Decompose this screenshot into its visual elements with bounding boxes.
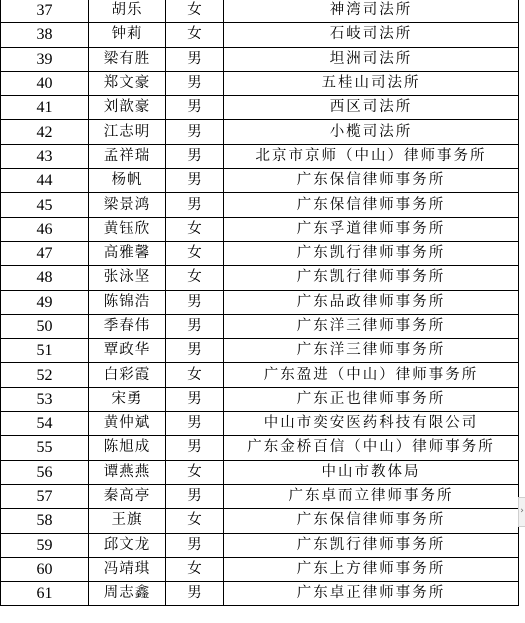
organization-cell: 广东保信律师事务所 <box>224 169 519 193</box>
row-number: 53 <box>1 387 89 411</box>
organization-cell: 小榄司法所 <box>224 120 519 144</box>
person-name: 郑文豪 <box>89 71 166 95</box>
gender-cell: 男 <box>166 533 224 557</box>
gender-cell: 女 <box>166 509 224 533</box>
organization-cell: 广东凯行律师事务所 <box>224 241 519 265</box>
gender-cell: 男 <box>166 47 224 71</box>
gender-cell: 男 <box>166 314 224 338</box>
person-name: 季春伟 <box>89 314 166 338</box>
gender-cell: 女 <box>166 0 224 23</box>
gender-cell: 男 <box>166 339 224 363</box>
organization-cell: 广东保信律师事务所 <box>224 509 519 533</box>
organization-cell: 北京市京师（中山）律师事务所 <box>224 144 519 168</box>
row-number: 40 <box>1 71 89 95</box>
gender-cell: 男 <box>166 412 224 436</box>
table-row <box>1 460 519 484</box>
table-row <box>1 120 519 144</box>
person-name: 杨帆 <box>89 169 166 193</box>
row-number: 54 <box>1 412 89 436</box>
person-name: 王旗 <box>89 509 166 533</box>
gender-cell: 男 <box>166 582 224 606</box>
organization-cell: 广东凯行律师事务所 <box>224 266 519 290</box>
row-number: 61 <box>1 582 89 606</box>
table-row <box>1 363 519 387</box>
row-number: 51 <box>1 339 89 363</box>
gender-cell: 男 <box>166 290 224 314</box>
organization-cell: 五桂山司法所 <box>224 71 519 95</box>
row-number: 41 <box>1 96 89 120</box>
row-number: 55 <box>1 436 89 460</box>
organization-cell: 中山市奕安医药科技有限公司 <box>224 412 519 436</box>
row-number: 47 <box>1 241 89 265</box>
organization-cell: 西区司法所 <box>224 96 519 120</box>
row-number: 57 <box>1 484 89 508</box>
person-name: 白彩霞 <box>89 363 166 387</box>
table-row <box>1 169 519 193</box>
person-name: 秦高亭 <box>89 484 166 508</box>
organization-cell: 广东凯行律师事务所 <box>224 533 519 557</box>
organization-cell: 神湾司法所 <box>224 0 519 23</box>
gender-cell: 女 <box>166 241 224 265</box>
table-row <box>1 484 519 508</box>
gender-cell: 男 <box>166 193 224 217</box>
gender-cell: 男 <box>166 71 224 95</box>
row-number: 38 <box>1 23 89 47</box>
organization-cell: 广东洋三律师事务所 <box>224 314 519 338</box>
gender-cell: 男 <box>166 436 224 460</box>
row-number: 42 <box>1 120 89 144</box>
person-name: 胡乐 <box>89 0 166 23</box>
table-row <box>1 557 519 581</box>
table-row <box>1 96 519 120</box>
row-number: 50 <box>1 314 89 338</box>
member-table-body <box>1 0 519 606</box>
table-row <box>1 217 519 241</box>
row-number: 45 <box>1 193 89 217</box>
table-row <box>1 412 519 436</box>
row-number: 56 <box>1 460 89 484</box>
row-number: 46 <box>1 217 89 241</box>
table-row <box>1 314 519 338</box>
table-row <box>1 533 519 557</box>
organization-cell: 广东正也律师事务所 <box>224 387 519 411</box>
table-row <box>1 436 519 460</box>
person-name: 江志明 <box>89 120 166 144</box>
person-name: 高雅馨 <box>89 241 166 265</box>
gender-cell: 女 <box>166 460 224 484</box>
organization-cell: 广东卓正律师事务所 <box>224 582 519 606</box>
organization-cell: 广东盈进（中山）律师事务所 <box>224 363 519 387</box>
row-number: 39 <box>1 47 89 71</box>
organization-cell: 广东品政律师事务所 <box>224 290 519 314</box>
person-name: 梁景鸿 <box>89 193 166 217</box>
table-row <box>1 387 519 411</box>
gender-cell: 女 <box>166 23 224 47</box>
table-row <box>1 266 519 290</box>
person-name: 陈旭成 <box>89 436 166 460</box>
table-row <box>1 582 519 606</box>
gender-cell: 男 <box>166 387 224 411</box>
person-name: 梁有胜 <box>89 47 166 71</box>
organization-cell: 广东洋三律师事务所 <box>224 339 519 363</box>
row-number: 44 <box>1 169 89 193</box>
gender-cell: 男 <box>166 169 224 193</box>
table-row <box>1 290 519 314</box>
table-row <box>1 71 519 95</box>
scroll-handle[interactable]: › <box>518 497 525 527</box>
gender-cell: 女 <box>166 266 224 290</box>
organization-cell: 广东上方律师事务所 <box>224 557 519 581</box>
row-number: 52 <box>1 363 89 387</box>
person-name: 陈锦浩 <box>89 290 166 314</box>
table-row <box>1 47 519 71</box>
person-name: 周志鑫 <box>89 582 166 606</box>
person-name: 谭燕燕 <box>89 460 166 484</box>
organization-cell: 坦洲司法所 <box>224 47 519 71</box>
organization-cell: 广东卓而立律师事务所 <box>224 484 519 508</box>
person-name: 黄钰欣 <box>89 217 166 241</box>
table-row <box>1 339 519 363</box>
table-row <box>1 0 519 23</box>
organization-cell: 广东孚道律师事务所 <box>224 217 519 241</box>
gender-cell: 女 <box>166 217 224 241</box>
person-name: 孟祥瑞 <box>89 144 166 168</box>
person-name: 冯靖琪 <box>89 557 166 581</box>
table-row <box>1 144 519 168</box>
organization-cell: 中山市教体局 <box>224 460 519 484</box>
row-number: 49 <box>1 290 89 314</box>
gender-cell: 男 <box>166 484 224 508</box>
table-row <box>1 241 519 265</box>
row-number: 59 <box>1 533 89 557</box>
person-name: 邱文龙 <box>89 533 166 557</box>
gender-cell: 男 <box>166 144 224 168</box>
person-name: 覃政华 <box>89 339 166 363</box>
row-number: 60 <box>1 557 89 581</box>
table-row <box>1 193 519 217</box>
table-row <box>1 509 519 533</box>
person-name: 宋勇 <box>89 387 166 411</box>
organization-cell: 广东金桥百信（中山）律师事务所 <box>224 436 519 460</box>
row-number: 43 <box>1 144 89 168</box>
table-row <box>1 23 519 47</box>
person-name: 张泳坚 <box>89 266 166 290</box>
person-name: 刘歆豪 <box>89 96 166 120</box>
gender-cell: 男 <box>166 120 224 144</box>
row-number: 37 <box>1 0 89 23</box>
gender-cell: 女 <box>166 363 224 387</box>
row-number: 58 <box>1 509 89 533</box>
person-name: 钟莉 <box>89 23 166 47</box>
organization-cell: 广东保信律师事务所 <box>224 193 519 217</box>
gender-cell: 女 <box>166 557 224 581</box>
person-name: 黄仲斌 <box>89 412 166 436</box>
organization-cell: 石岐司法所 <box>224 23 519 47</box>
row-number: 48 <box>1 266 89 290</box>
gender-cell: 男 <box>166 96 224 120</box>
